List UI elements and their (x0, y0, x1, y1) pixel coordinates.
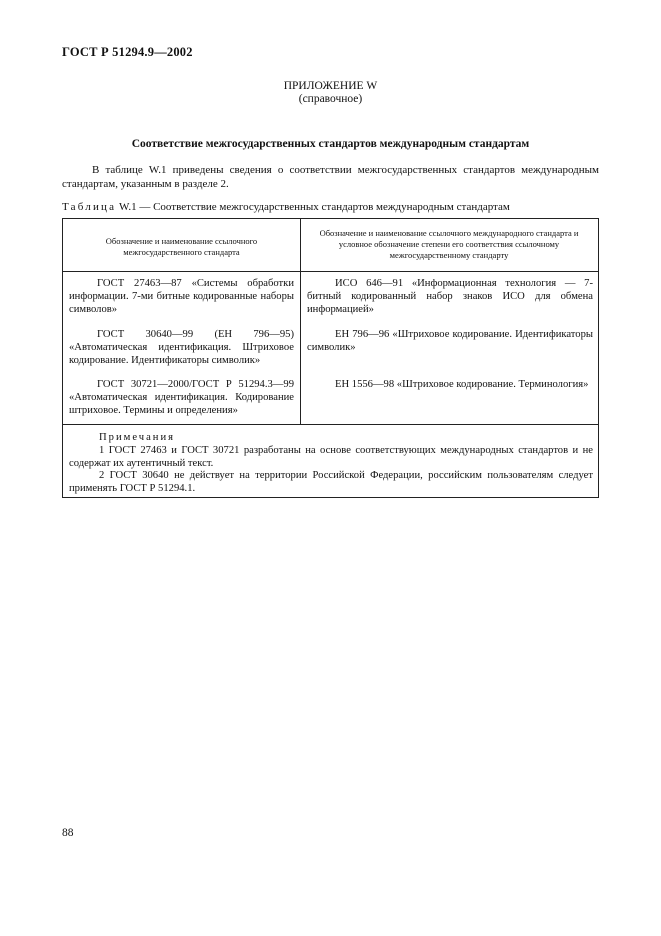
document-code: ГОСТ Р 51294.9—2002 (62, 45, 193, 59)
table-row-2-left: ГОСТ 30640—99 (ЕН 796—95) «Автоматическая идентификация. Штриховое кодирование. Идентификаторы символик» (69, 329, 294, 366)
section-title: Соответствие межгосударственных стандартов международным стандартам (131, 138, 530, 150)
header-interstate-standard: Обозначение и наименование ссылочного межгосударственного стандарта (105, 236, 258, 257)
table-caption-prefix: Таблица (62, 201, 117, 213)
table-row-1-right: ИСО 646—91 «Информационная технология — 7-битный кодированный набор знаков ИСО для обмена информацией» (307, 278, 593, 315)
intro-paragraph: В таблице W.1 приведены сведения о соответствии межгосударственных стандартов международным стандартам, указанным в разделе 2. (62, 164, 599, 190)
header-divider (63, 271, 598, 272)
table-row-3-left: ГОСТ 30721—2000/ГОСТ Р 51294.3—99 «Автоматическая идентификация. Кодирование штриховое. Термины и определения» (69, 379, 294, 416)
table-caption-text: W.1 — Соответствие межгосударственных стандартов международным стандартам (116, 201, 510, 213)
note-1: 1 ГОСТ 27463 и ГОСТ 30721 разработаны на основе соответствующих международных стандартов и не содержат их аутентичный текст. (69, 445, 593, 469)
note-2: 2 ГОСТ 30640 не действует на территории Российской Федерации, российским пользователям следует применять ГОСТ Р 51294.1. (69, 470, 593, 494)
notes-heading: Примечания (99, 432, 175, 443)
column-divider (300, 219, 301, 424)
table-caption (62, 201, 510, 213)
appendix-subtitle: (справочное) (298, 93, 363, 105)
page-number: 88 (62, 827, 74, 839)
header-international-standard: Обозначение и наименование ссылочного международного стандарта и условное обозначение степени его соответствия ссылочному межгосударственному стандарту (319, 228, 579, 260)
table-row-1-left: ГОСТ 27463—87 «Системы обработки информации. 7-ми битные кодированные наборы символов» (69, 278, 294, 315)
notes-divider (63, 424, 598, 425)
table-row-3-right: ЕН 1556—98 «Штриховое кодирование. Терминология» (335, 379, 589, 390)
appendix-title: ПРИЛОЖЕНИЕ W (283, 80, 378, 92)
correspondence-table (62, 218, 599, 498)
table-row-2-right: ЕН 796—96 «Штриховое кодирование. Идентификаторы символик» (307, 329, 593, 353)
